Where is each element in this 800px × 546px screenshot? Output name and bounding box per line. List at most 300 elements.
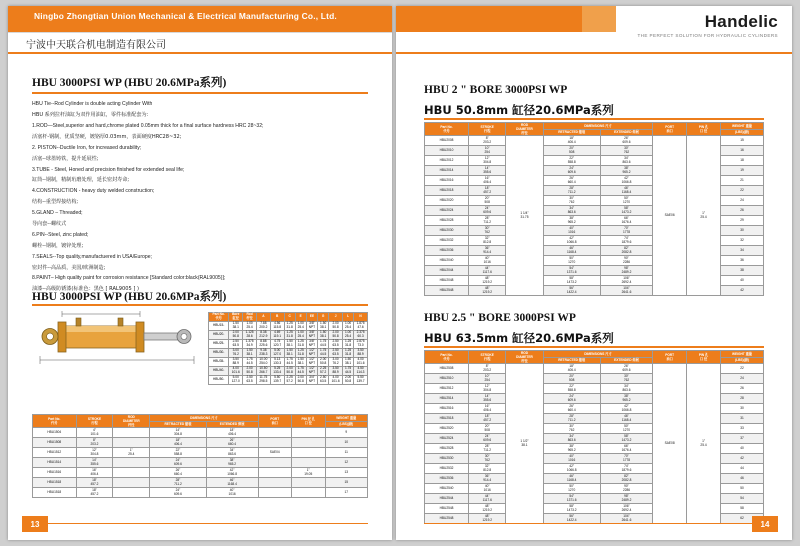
value-cell: 40 bbox=[720, 276, 763, 286]
value-cell: 22 bbox=[720, 364, 763, 374]
page-header-right bbox=[396, 6, 792, 54]
value-cell: 40" 1016 bbox=[469, 256, 506, 266]
value-cell: 18" 406.4 bbox=[206, 428, 258, 438]
value-cell: 40" 1016 bbox=[206, 488, 258, 498]
value-cell: 9 bbox=[325, 428, 368, 438]
value-cell: 7.88 200.2 bbox=[256, 322, 270, 331]
col-header: EXTENDED 伸展 bbox=[206, 421, 258, 428]
dimensions-table-left bbox=[32, 414, 368, 498]
table-row bbox=[33, 468, 368, 478]
page-header-left bbox=[8, 6, 392, 54]
value-cell: 2.50 63.5 bbox=[243, 376, 257, 385]
spec-item-5-cn: 导向套--螺纹式 bbox=[32, 221, 67, 228]
spec-item-3-en: 3.TUBE - Steel, Honed and precision finished for extended seal life; bbox=[32, 166, 185, 173]
value-cell: 42 bbox=[720, 454, 763, 464]
value-cell: 2.375 60.3 bbox=[354, 331, 368, 340]
value-cell: 58" 1473.2 bbox=[600, 206, 652, 216]
value-cell: HBU2016 bbox=[425, 176, 469, 186]
value-cell: 24" 609.6 bbox=[543, 394, 600, 404]
table-row bbox=[209, 367, 368, 376]
value-cell: 3/8" NPT bbox=[306, 340, 317, 349]
subsection-underline bbox=[32, 304, 368, 306]
value-cell: HBU2544 bbox=[425, 494, 469, 504]
value-cell: 24" 609.6 bbox=[469, 206, 506, 216]
block1-title-en: HBU 2 " BORE 3000PSI WP bbox=[424, 84, 568, 96]
value-cell: HBU2036 bbox=[425, 246, 469, 256]
value-cell: HBU2044 bbox=[425, 266, 469, 276]
value-cell: 8.88 225.6 bbox=[256, 340, 270, 349]
value-cell: 40" 1016 bbox=[469, 484, 506, 494]
value-cell: 44" 1117.6 bbox=[469, 266, 506, 276]
value-cell: 36 bbox=[720, 256, 763, 266]
value-cell: HBU2532 bbox=[425, 464, 469, 474]
value-cell: 1" 25.4 bbox=[687, 136, 721, 296]
spec-item-4-en: 4.CONSTRUCTION - heavy duty welded construction; bbox=[32, 188, 155, 195]
value-cell: HBU2548 bbox=[425, 286, 469, 296]
value-cell: HBU2520 bbox=[425, 424, 469, 434]
value-cell: 14" 355.6 bbox=[469, 166, 506, 176]
block1-underline bbox=[424, 118, 764, 120]
value-cell bbox=[113, 478, 150, 488]
value-cell: 8" 203.2 bbox=[76, 438, 113, 448]
col-header-0: Part No. 代号 bbox=[209, 313, 229, 322]
value-cell: 42" 1066.8 bbox=[543, 464, 600, 474]
col-header: STROKE 行程 bbox=[76, 415, 113, 428]
table-row bbox=[33, 478, 368, 488]
value-cell: 38" 965.2 bbox=[600, 394, 652, 404]
value-cell: SAE08 bbox=[653, 364, 687, 524]
value-cell: 9.38 238.3 bbox=[256, 349, 270, 358]
col-header-8: G bbox=[318, 313, 329, 322]
value-cell: HBU2508 bbox=[425, 364, 469, 374]
dimensions-table-2inch bbox=[424, 122, 764, 296]
col-header: WEIGHT 重量 bbox=[325, 415, 368, 422]
col-header: RETRACTED 缩装 bbox=[543, 129, 600, 136]
value-cell: 14" 355.6 bbox=[469, 394, 506, 404]
col-header-1: Bore 缸径 bbox=[229, 313, 243, 322]
value-cell: 2.00 50.8 bbox=[343, 376, 354, 385]
page-title: HBU 3000PSI WP (HBU 20.6MPa系列) bbox=[32, 77, 227, 89]
col-header: ROD DIAMETER 杆径 bbox=[506, 351, 543, 364]
value-cell: 4.75 120.7 bbox=[270, 340, 284, 349]
value-cell bbox=[292, 428, 326, 438]
value-cell: 30" 762 bbox=[469, 226, 506, 236]
table-row bbox=[209, 358, 368, 367]
col-header: PIN 托 孔 口 径 bbox=[292, 415, 326, 428]
value-cell: HBU2040 bbox=[425, 256, 469, 266]
footer-rule-right bbox=[424, 523, 764, 524]
table-row bbox=[33, 458, 368, 468]
value-cell: 20" 508 bbox=[469, 424, 506, 434]
value-cell: 1 1/4" 31.75 bbox=[506, 136, 543, 296]
value-cell: HBU1512 bbox=[33, 448, 77, 458]
value-cell: 30 bbox=[720, 404, 763, 414]
value-cell: 4.00 101.6 bbox=[354, 358, 368, 367]
header-divider bbox=[8, 32, 392, 33]
value-cell: 1.25 31.8 bbox=[284, 322, 295, 331]
value-cell: HBU2516 bbox=[425, 404, 469, 414]
spec-list bbox=[32, 122, 370, 296]
value-cell: HBU2548 bbox=[425, 504, 469, 514]
value-cell: 26" 609.6 bbox=[600, 364, 652, 374]
value-cell: 104" 2641.6 bbox=[600, 286, 652, 296]
col-header: STROKE 行程 bbox=[469, 351, 506, 364]
value-cell: 2.00 50.8 bbox=[284, 367, 295, 376]
table-body bbox=[209, 322, 368, 385]
value-cell: 50" 1270 bbox=[600, 424, 652, 434]
value-cell: 36" 914.4 bbox=[469, 474, 506, 484]
value-cell: 50" 1270 bbox=[543, 256, 600, 266]
col-header-10: L bbox=[343, 313, 354, 322]
value-cell: 22" 558.8 bbox=[543, 384, 600, 394]
table-row bbox=[33, 488, 368, 498]
value-cell: 42" 1066.8 bbox=[600, 176, 652, 186]
value-cell: 3/4" NPT bbox=[306, 376, 317, 385]
value-cell: 24" 609.6 bbox=[469, 434, 506, 444]
spec-item-2-en: 2. PISTON--Ductile Iron, for increased durability; bbox=[32, 144, 142, 151]
part-no-cell: HBU30- bbox=[209, 349, 229, 358]
value-cell: 18" 406.4 bbox=[150, 438, 206, 448]
value-cell: 74" 1879.6 bbox=[600, 236, 652, 246]
value-cell: 2.875 73.0 bbox=[354, 340, 368, 349]
col-header: RETRACTED 缩装 bbox=[543, 357, 600, 364]
value-cell: 54 bbox=[720, 494, 763, 504]
value-cell: HBU1518 bbox=[33, 488, 77, 498]
value-cell: SAE04 bbox=[258, 448, 292, 458]
col-header: WEIGHT 重量 bbox=[720, 351, 763, 358]
value-cell: 34" 863.6 bbox=[600, 384, 652, 394]
value-cell: 46" 1168.4 bbox=[600, 414, 652, 424]
value-cell: 58" 1473.2 bbox=[543, 276, 600, 286]
brand-logo bbox=[637, 12, 778, 38]
col-header: PORT 油口 bbox=[653, 123, 687, 136]
part-no-cell: HBU50- bbox=[209, 376, 229, 385]
value-cell: 44 bbox=[720, 464, 763, 474]
value-cell: 5.25 133.4 bbox=[270, 367, 284, 376]
value-cell: 3/8" NPT bbox=[306, 331, 317, 340]
value-cell: 3.50 88.9 bbox=[354, 349, 368, 358]
left-page bbox=[8, 6, 392, 540]
value-cell: HBU2518 bbox=[425, 414, 469, 424]
col-header: PORT 油口 bbox=[653, 351, 687, 364]
value-cell: 20" 508 bbox=[543, 146, 600, 156]
col-header-5: C bbox=[284, 313, 295, 322]
value-cell: 34" 863.6 bbox=[600, 156, 652, 166]
value-cell: HBU1516 bbox=[33, 468, 77, 478]
value-cell: SAE06 bbox=[653, 136, 687, 296]
value-cell: 48" 1219.2 bbox=[469, 276, 506, 286]
value-cell: 11 bbox=[325, 448, 368, 458]
value-cell: 70" 1778 bbox=[600, 454, 652, 464]
value-cell: 58 bbox=[720, 504, 763, 514]
value-cell: 98" 2489.2 bbox=[600, 266, 652, 276]
value-cell: 1.50 38.1 bbox=[284, 340, 295, 349]
value-cell: 30" 762 bbox=[543, 424, 600, 434]
part-no-cell: HBU15- bbox=[209, 322, 229, 331]
block2-title-cn: HBU 63.5mm 缸径20.6MPa系列 bbox=[424, 331, 614, 345]
dimensions-table-25inch bbox=[424, 350, 764, 524]
value-cell: 38" 965.2 bbox=[206, 458, 258, 468]
value-cell bbox=[113, 458, 150, 468]
value-cell: 28" 711.2 bbox=[469, 444, 506, 454]
value-cell: 48" 1219.2 bbox=[469, 504, 506, 514]
value-cell: 38" 965.2 bbox=[543, 444, 600, 454]
col-header: Part No. 代号 bbox=[33, 415, 77, 428]
value-cell: HBU2024 bbox=[425, 206, 469, 216]
value-cell: 1.50 38.1 bbox=[229, 322, 243, 331]
page-number-left: 13 bbox=[22, 516, 48, 532]
value-cell: 58" 1473.2 bbox=[543, 504, 600, 514]
table-header bbox=[425, 351, 764, 364]
block2-underline bbox=[424, 346, 764, 348]
value-cell: 5.50 139.7 bbox=[354, 376, 368, 385]
value-cell: 1 1/2" 38.1 bbox=[506, 364, 543, 524]
cylinder-drawing bbox=[32, 308, 202, 370]
value-cell: 18" 457.2 bbox=[76, 478, 113, 488]
value-cell bbox=[258, 438, 292, 448]
value-cell: 32" 812.8 bbox=[469, 236, 506, 246]
value-cell: 3.50 88.9 bbox=[229, 358, 243, 367]
value-cell: 46" 1168.4 bbox=[543, 474, 600, 484]
value-cell: 54" 1371.6 bbox=[543, 266, 600, 276]
spec-item-7-en: 7.SEALS--Top quality,manufactuered in USA/Europe; bbox=[32, 253, 152, 260]
value-cell: 2.50 63.5 bbox=[329, 349, 343, 358]
value-cell bbox=[292, 488, 326, 498]
value-cell: 33 bbox=[720, 424, 763, 434]
value-cell: 1.00 25.4 bbox=[243, 322, 257, 331]
col-header: STROKE 行程 bbox=[469, 123, 506, 136]
col-header-7: EE bbox=[306, 313, 317, 322]
value-cell: 16" 406.4 bbox=[469, 176, 506, 186]
value-cell: 36" 914.4 bbox=[469, 246, 506, 256]
col-header-9: J bbox=[329, 313, 343, 322]
value-cell: 13 bbox=[325, 468, 368, 478]
value-cell: HBU2510 bbox=[425, 374, 469, 384]
value-cell: 8" 203.2 bbox=[469, 364, 506, 374]
value-cell: 32" 812.8 bbox=[469, 464, 506, 474]
value-cell: 22" 558.8 bbox=[150, 448, 206, 458]
value-cell: 1.50 38.1 bbox=[318, 322, 329, 331]
table-body bbox=[33, 428, 368, 498]
table-row bbox=[209, 376, 368, 385]
value-cell bbox=[113, 488, 150, 498]
value-cell: 10.50 266.7 bbox=[256, 367, 270, 376]
col-header: EXTENDED 伸展 bbox=[600, 357, 652, 364]
value-cell: HBU1514 bbox=[33, 458, 77, 468]
spec-item-8-en: 8.PAINT– High quality paint for corrosion resistance [Standard color:black(RAL9005)]; bbox=[32, 275, 226, 282]
table-row bbox=[33, 438, 368, 448]
value-cell: 1.50 38.1 bbox=[343, 358, 354, 367]
value-cell: HBU1508 bbox=[33, 438, 77, 448]
value-cell: 31 bbox=[720, 414, 763, 424]
brand-slogan: THE PERFECT SOLUTION FOR HYDRAULIC CYLINDERS bbox=[637, 33, 778, 38]
value-cell: 26" 660.4 bbox=[543, 176, 600, 186]
value-cell: 34" 863.6 bbox=[206, 448, 258, 458]
value-cell: 2.00 50.8 bbox=[229, 331, 243, 340]
value-cell: 66" 1676.4 bbox=[600, 216, 652, 226]
value-cell: 50" 1270 bbox=[543, 484, 600, 494]
value-cell: 106" 2692.4 bbox=[600, 504, 652, 514]
value-cell: 5.13 130.3 bbox=[270, 358, 284, 367]
col-header: WEIGHT 重量 bbox=[720, 123, 763, 130]
value-cell: 18" 457.2 bbox=[469, 186, 506, 196]
part-no-cell: HBU40- bbox=[209, 367, 229, 376]
value-cell: 18 bbox=[720, 156, 763, 166]
value-cell: HBU2540 bbox=[425, 484, 469, 494]
col-header: DIMENSIONS 尺寸 bbox=[543, 123, 653, 130]
value-cell: 26" 660.4 bbox=[206, 438, 258, 448]
value-cell: 1.00 25.4 bbox=[343, 322, 354, 331]
value-cell: 30 bbox=[720, 226, 763, 236]
value-cell: 28" 711.2 bbox=[150, 478, 206, 488]
value-cell: 2.50 63.5 bbox=[329, 340, 343, 349]
part-no-cell: HBU35- bbox=[209, 358, 229, 367]
table-header bbox=[425, 123, 764, 136]
value-cell: 4.00 101.6 bbox=[229, 367, 243, 376]
value-cell: 3.00 76.2 bbox=[329, 358, 343, 367]
col-header-4: B bbox=[270, 313, 284, 322]
value-cell: 4.56 115.8 bbox=[270, 322, 284, 331]
value-cell: 62 bbox=[720, 514, 763, 524]
value-cell: 34" 863.6 bbox=[543, 206, 600, 216]
value-cell: HBU2028 bbox=[425, 216, 469, 226]
value-cell: HBU2012 bbox=[425, 156, 469, 166]
table-row bbox=[209, 331, 368, 340]
col-header: EXTENDED 伸展 bbox=[600, 129, 652, 136]
value-cell: 28 bbox=[720, 394, 763, 404]
value-cell: 34" 863.6 bbox=[543, 434, 600, 444]
value-cell: 2.50 63.5 bbox=[229, 340, 243, 349]
col-header: Part No. 代号 bbox=[425, 351, 469, 364]
value-cell: 34 bbox=[720, 246, 763, 256]
value-cell: 38" 965.2 bbox=[600, 166, 652, 176]
value-cell: 24" 609.6 bbox=[543, 166, 600, 176]
value-cell: 50" 1270 bbox=[600, 196, 652, 206]
spec-item-4-cn: 结构--重型焊接结构; bbox=[32, 199, 79, 206]
value-cell bbox=[258, 488, 292, 498]
value-cell: 2.00 50.8 bbox=[329, 322, 343, 331]
value-cell: 1.75 44.5 bbox=[284, 358, 295, 367]
value-cell bbox=[113, 468, 150, 478]
value-cell: 26" 660.4 bbox=[150, 468, 206, 478]
value-cell: HBU2010 bbox=[425, 146, 469, 156]
value-cell: 26 bbox=[720, 206, 763, 216]
value-cell: 4" 101.6 bbox=[76, 428, 113, 438]
value-cell: 1.75 44.5 bbox=[318, 340, 329, 349]
table-row bbox=[33, 448, 368, 458]
value-cell: 24 bbox=[720, 196, 763, 206]
value-cell: HBU2048 bbox=[425, 276, 469, 286]
company-name-cn: 宁波中天联合机电制造有限公司 bbox=[26, 40, 166, 51]
right-page bbox=[396, 6, 792, 540]
value-cell bbox=[258, 478, 292, 488]
value-cell: 28" 711.2 bbox=[543, 414, 600, 424]
value-cell: 2.25 57.2 bbox=[284, 376, 295, 385]
value-cell: 90" 2286 bbox=[600, 484, 652, 494]
value-cell: 90" 2286 bbox=[600, 256, 652, 266]
spec-item-1-cn: 活塞杆-钢制，优质坚硬，镀铬厚0.03mm，表面硬度HRC28~32; bbox=[32, 133, 182, 140]
value-cell: 24" 609.6 bbox=[150, 488, 206, 498]
col-header-11: N bbox=[354, 313, 368, 322]
value-cell: 1/2" NPT bbox=[306, 349, 317, 358]
part-no-cell: HBU20- bbox=[209, 331, 229, 340]
value-cell: 1.75 44.5 bbox=[318, 349, 329, 358]
value-cell: HBU2030 bbox=[425, 226, 469, 236]
brand-logo-area bbox=[582, 6, 792, 54]
table-row bbox=[209, 322, 368, 331]
value-cell: HBU1518 bbox=[33, 478, 77, 488]
value-cell: 15 bbox=[325, 478, 368, 488]
value-cell: 32 bbox=[720, 236, 763, 246]
value-cell: 26" 609.6 bbox=[600, 136, 652, 146]
table-row bbox=[209, 340, 368, 349]
value-cell bbox=[292, 438, 326, 448]
value-cell: 2.00 50.8 bbox=[329, 331, 343, 340]
value-cell: 30" 762 bbox=[543, 196, 600, 206]
value-cell: 5.00 127.0 bbox=[229, 376, 243, 385]
value-cell: 1.50 38.1 bbox=[284, 349, 295, 358]
table-header-row bbox=[209, 313, 368, 322]
value-cell: 16" 406.4 bbox=[76, 468, 113, 478]
value-cell: 12" 304.8 bbox=[469, 384, 506, 394]
value-cell: 1.25 31.8 bbox=[295, 349, 306, 358]
value-cell: 1.125 28.6 bbox=[243, 331, 257, 340]
block2-title-en: HBU 2.5 " BORE 3000PSI WP bbox=[424, 312, 576, 324]
col-header: DIMENSIONS 尺寸 bbox=[150, 415, 258, 422]
company-name-en: Ningbo Zhongtian Union Mechanical & Electrical Manufacturing Co., Ltd. bbox=[34, 11, 337, 21]
spec-item-5-en: 5.GLAND – Threaded; bbox=[32, 210, 83, 217]
value-cell: 18" 406.4 bbox=[543, 364, 600, 374]
value-cell: 1.75 44.5 bbox=[243, 358, 257, 367]
value-cell: 15 bbox=[720, 136, 763, 146]
value-cell: 1.00 25.4 bbox=[295, 331, 306, 340]
col-header: (LBS)(磅) bbox=[720, 357, 763, 364]
spec-item-3-cn: 缸筒--钢制，精制珩磨处理，延长密封寿命; bbox=[32, 177, 130, 184]
value-cell: 98" 2489.2 bbox=[600, 494, 652, 504]
value-cell: 1.875 47.6 bbox=[354, 322, 368, 331]
spec-item-7-cn: 密封件--高品质，美国/欧洲制造; bbox=[32, 264, 106, 271]
value-cell: 8" 203.2 bbox=[469, 136, 506, 146]
col-header-3: A bbox=[256, 313, 270, 322]
brand-name: Handelic bbox=[704, 12, 778, 31]
value-cell: 4.00 101.6 bbox=[329, 376, 343, 385]
value-cell: HBU2530 bbox=[425, 454, 469, 464]
value-cell: 48" 1219.2 bbox=[469, 286, 506, 296]
value-cell: 28" 711.2 bbox=[469, 216, 506, 226]
value-cell: 38 bbox=[720, 266, 763, 276]
value-cell: 29 bbox=[720, 216, 763, 226]
spec-item-8-cn: 油漆--高级防锈漆(标准色：黑色 [ RAL9005 ] ) bbox=[32, 286, 139, 293]
footer-rule bbox=[32, 523, 368, 524]
value-cell: HBU2032 bbox=[425, 236, 469, 246]
value-cell: 30" 762 bbox=[469, 454, 506, 464]
value-cell: 1/2" NPT bbox=[306, 358, 317, 367]
value-cell: 1.00 25.4 bbox=[295, 322, 306, 331]
value-cell bbox=[258, 428, 292, 438]
value-cell: 1.25 31.8 bbox=[284, 331, 295, 340]
value-cell: 14" 355.6 bbox=[76, 458, 113, 468]
value-cell: 4.50 114.3 bbox=[354, 367, 368, 376]
value-cell: 30" 762 bbox=[600, 146, 652, 156]
spec-item-6-cn: 螺栓--钢制，镀锌处理; bbox=[32, 242, 84, 249]
value-cell: 2.50 63.5 bbox=[318, 376, 329, 385]
value-cell: 42" 1066.8 bbox=[206, 468, 258, 478]
table-row bbox=[33, 428, 368, 438]
value-cell: 10" 254 bbox=[469, 146, 506, 156]
logo-tab-shape bbox=[582, 6, 616, 32]
value-cell: 22 bbox=[720, 186, 763, 196]
value-cell: HBU2008 bbox=[425, 136, 469, 146]
